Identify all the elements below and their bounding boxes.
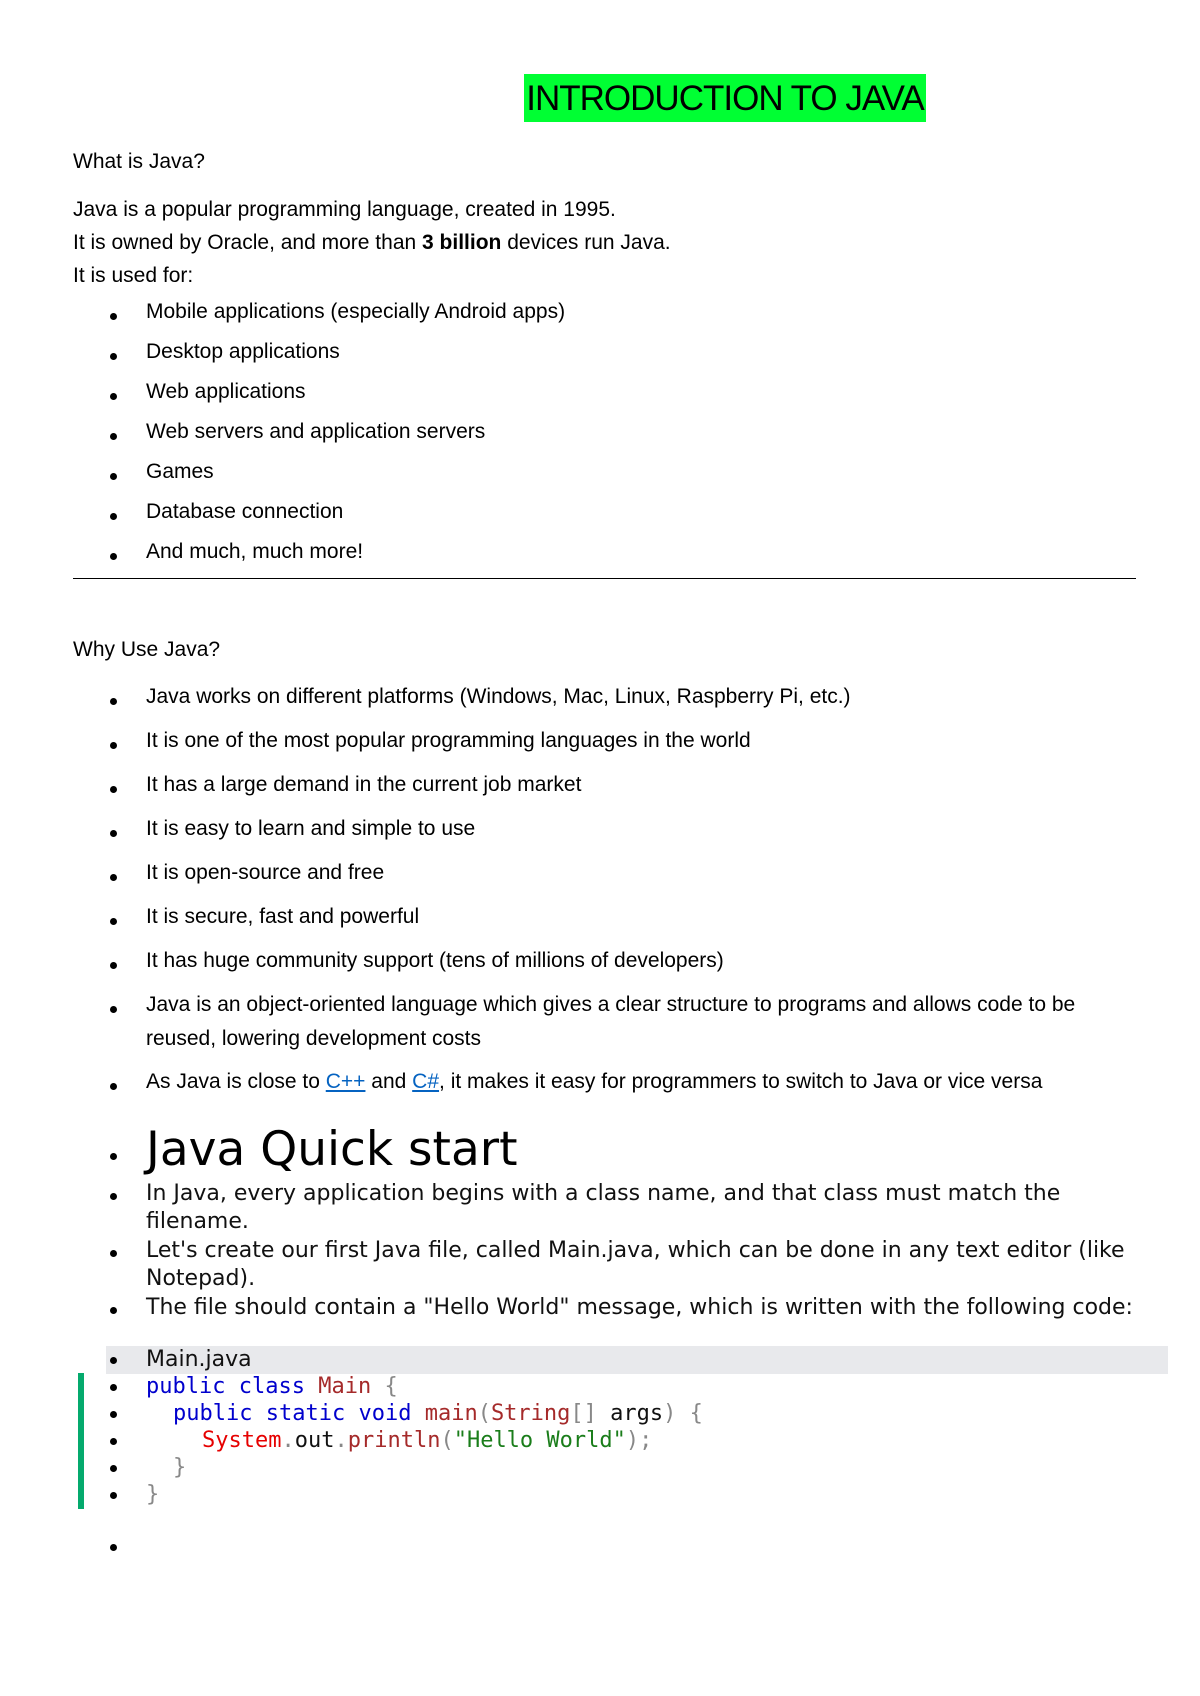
list-item-text: Java is an object-oriented language which gives a clear structure to programs and allows code to be reused, lowering development costs — [146, 993, 1076, 1050]
bullet-icon — [110, 1153, 117, 1160]
list-item-text: Web servers and application servers — [146, 420, 486, 443]
code-punct: . — [281, 1428, 295, 1453]
code-file-header — [106, 1346, 1168, 1374]
bullet-icon — [110, 1357, 117, 1364]
bullet-icon — [110, 393, 117, 400]
quickstart-heading: Java Quick start — [146, 1122, 518, 1177]
list-item-text: It is easy to learn and simple to use — [146, 817, 476, 840]
section1-line1: Java is a popular programming language, created in 1995. — [73, 198, 616, 221]
bullet-icon — [110, 1411, 117, 1418]
code-line-1 — [146, 1373, 398, 1400]
bullet-icon — [110, 1465, 117, 1472]
section1-line3: It is used for: — [73, 264, 194, 287]
list-item-text: Web applications — [146, 380, 306, 403]
code-arg: args — [610, 1401, 664, 1426]
bullet-icon — [110, 742, 117, 749]
csharp-link[interactable]: C# — [412, 1070, 440, 1093]
code-file-name: Main.java — [146, 1347, 252, 1372]
code-line-3 — [202, 1427, 652, 1454]
list-item-text — [146, 1068, 1042, 1096]
code-block-accent-bar — [78, 1373, 84, 1509]
list-item-text: It has huge community support (tens of millions of developers) — [146, 949, 724, 972]
list-item-text: It is secure, fast and powerful — [146, 905, 420, 928]
code-punct: ) — [663, 1401, 677, 1426]
horizontal-divider — [73, 578, 1136, 579]
bullet-icon — [110, 473, 117, 480]
bullet-icon — [110, 830, 117, 837]
list-item-text: It has a large demand in the current job market — [146, 773, 582, 796]
bullet-icon — [110, 513, 117, 520]
cpp-link[interactable]: C++ — [325, 1070, 366, 1093]
list-item-text: Mobile applications (especially Android apps) — [146, 300, 566, 323]
code-keyword: static — [265, 1401, 346, 1426]
code-punct: ); — [625, 1428, 653, 1453]
code-line-2 — [173, 1400, 703, 1427]
code-keyword: class — [238, 1374, 305, 1399]
last-item-mid: and — [365, 1070, 413, 1093]
bullet-icon — [110, 433, 117, 440]
bullet-icon — [110, 1492, 117, 1499]
bullet-icon — [110, 1250, 117, 1257]
code-function: println — [347, 1428, 441, 1453]
code-punct: . — [334, 1428, 348, 1453]
last-item-post: , it makes it easy for programmers to switch to Java or vice versa — [439, 1070, 1043, 1093]
code-punct: [] — [570, 1401, 597, 1426]
code-class-name: System — [202, 1428, 282, 1453]
bullet-icon — [110, 313, 117, 320]
bullet-icon — [110, 1307, 117, 1314]
code-punct: { — [384, 1374, 398, 1399]
code-class-name: Main — [318, 1374, 372, 1399]
quickstart-paragraph-3: The file should contain a "Hello World" message, which is written with the following code: — [146, 1295, 1133, 1320]
list-item-text: And much, much more! — [146, 540, 364, 563]
code-punct: ( — [477, 1401, 491, 1426]
bullet-icon — [110, 874, 117, 881]
document-title: INTRODUCTION TO JAVA — [524, 74, 925, 122]
bullet-icon — [110, 786, 117, 793]
line2-pre: It is owned by Oracle, and more than — [73, 231, 423, 254]
last-item-pre: As Java is close to — [146, 1070, 326, 1093]
code-function: main — [424, 1401, 478, 1426]
quickstart-paragraph-1: In Java, every application begins with a class name, and that class must match the filename. — [146, 1181, 1061, 1234]
bullet-icon — [110, 1006, 117, 1013]
list-item-text: Database connection — [146, 500, 344, 523]
quickstart-paragraph-2: Let's create our first Java file, called Main.java, which can be done in any text editor (like Notepad). — [146, 1238, 1125, 1291]
bullet-icon — [110, 553, 117, 560]
code-field: out — [294, 1428, 335, 1453]
bullet-icon — [110, 962, 117, 969]
code-keyword: public — [146, 1374, 226, 1399]
title-container — [0, 74, 1200, 122]
code-keyword: void — [358, 1401, 412, 1426]
code-punct: { — [689, 1401, 703, 1426]
code-keyword: public — [173, 1401, 253, 1426]
section1-heading: What is Java? — [73, 150, 205, 173]
list-item-text: Desktop applications — [146, 340, 340, 363]
code-line-5 — [146, 1481, 159, 1508]
bullet-icon — [110, 1083, 117, 1090]
bullet-icon — [110, 1193, 117, 1200]
bullet-icon — [110, 1438, 117, 1445]
bullet-icon — [110, 1544, 117, 1551]
code-string: "Hello World" — [453, 1428, 626, 1453]
line2-post: devices run Java. — [501, 231, 671, 254]
bullet-icon — [110, 353, 117, 360]
list-item-text: It is open-source and free — [146, 861, 385, 884]
code-punct: ( — [440, 1428, 454, 1453]
bullet-icon — [110, 698, 117, 705]
bullet-icon — [110, 918, 117, 925]
bullet-icon — [110, 1384, 117, 1391]
list-item-text: Java works on different platforms (Windows, Mac, Linux, Raspberry Pi, etc.) — [146, 685, 851, 708]
code-punct: } — [173, 1455, 187, 1480]
section2-heading: Why Use Java? — [73, 638, 221, 661]
list-item-text: Games — [146, 460, 214, 483]
code-line-4 — [173, 1454, 186, 1481]
list-item-text: It is one of the most popular programming languages in the world — [146, 729, 751, 752]
section1-line2 — [73, 229, 671, 257]
line2-bold: 3 billion — [422, 231, 502, 254]
code-punct: } — [146, 1482, 160, 1507]
code-type: String — [490, 1401, 571, 1426]
